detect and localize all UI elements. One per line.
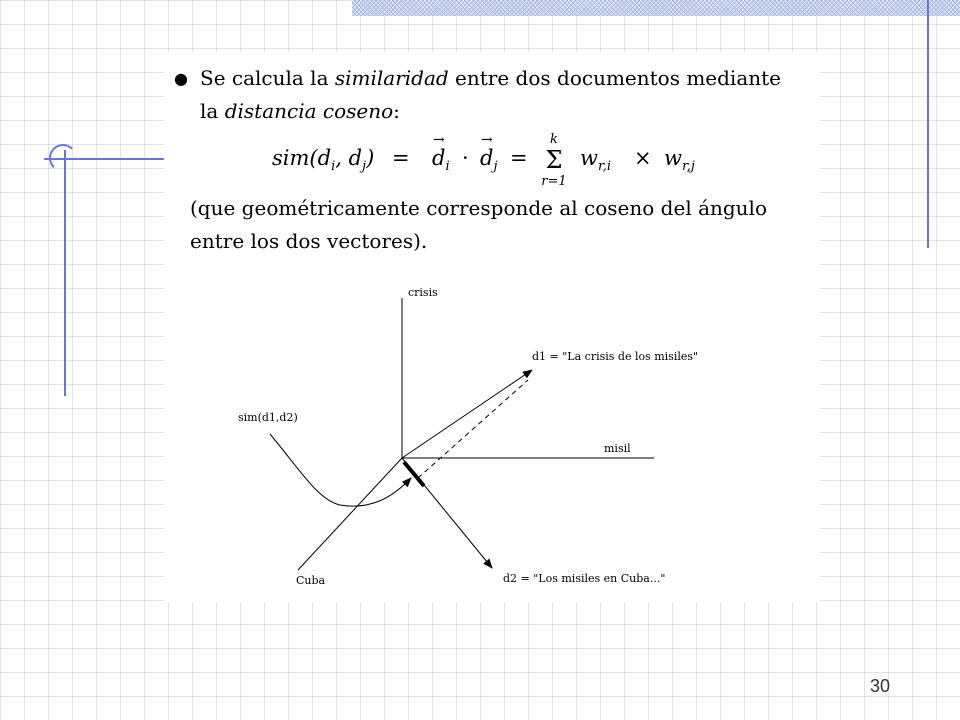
- formula-times: ×: [634, 146, 652, 170]
- bullet-text-part1: Se calcula la: [200, 66, 335, 90]
- formula-w-rj: $w_{r,j}$: [664, 146, 695, 174]
- label-crisis: crisis: [408, 286, 438, 299]
- label-d1: d1 = "La crisis de los misiles": [532, 350, 699, 363]
- formula-w-ri: $w_{r,i}$: [580, 146, 612, 174]
- bullet-icon: ●: [174, 69, 188, 88]
- sum-lower: r=1: [541, 174, 567, 189]
- page-number: 30: [869, 676, 890, 696]
- explanation-text: (que geométricamente corresponde al coseno del ángulo entre los dos vectores).: [190, 196, 767, 253]
- label-cuba: Cuba: [296, 574, 326, 587]
- formula-vec-di: → $d_i$: [432, 132, 450, 174]
- sum-upper: k: [550, 132, 558, 147]
- bullet-text-part3: :: [393, 99, 400, 123]
- sum-symbol: Σ: [545, 146, 563, 174]
- formula-dot: ·: [462, 146, 469, 170]
- bullet-emphasis-2: distancia coseno: [224, 99, 394, 123]
- bullet-emphasis: similaridad: [334, 66, 449, 90]
- sim-pointer-curve: [270, 434, 411, 506]
- formula-equals-1: =: [392, 146, 410, 170]
- bullet-text-part2: entre dos documentos mediante la: [200, 66, 782, 123]
- label-misil: misil: [604, 442, 631, 455]
- formula-equals-2: =: [510, 146, 528, 170]
- axis-cuba-line: [298, 458, 402, 570]
- label-d2: d2 = "Los misiles en Cuba...": [503, 572, 666, 585]
- projection-dashed-line: [418, 380, 528, 478]
- label-sim: sim(d1,d2): [238, 411, 298, 424]
- vector-d1: [402, 370, 532, 458]
- formula-vec-dj: → $d_j$: [480, 132, 498, 174]
- formula-lhs: $sim(d_i$, $d_j$): [272, 146, 375, 174]
